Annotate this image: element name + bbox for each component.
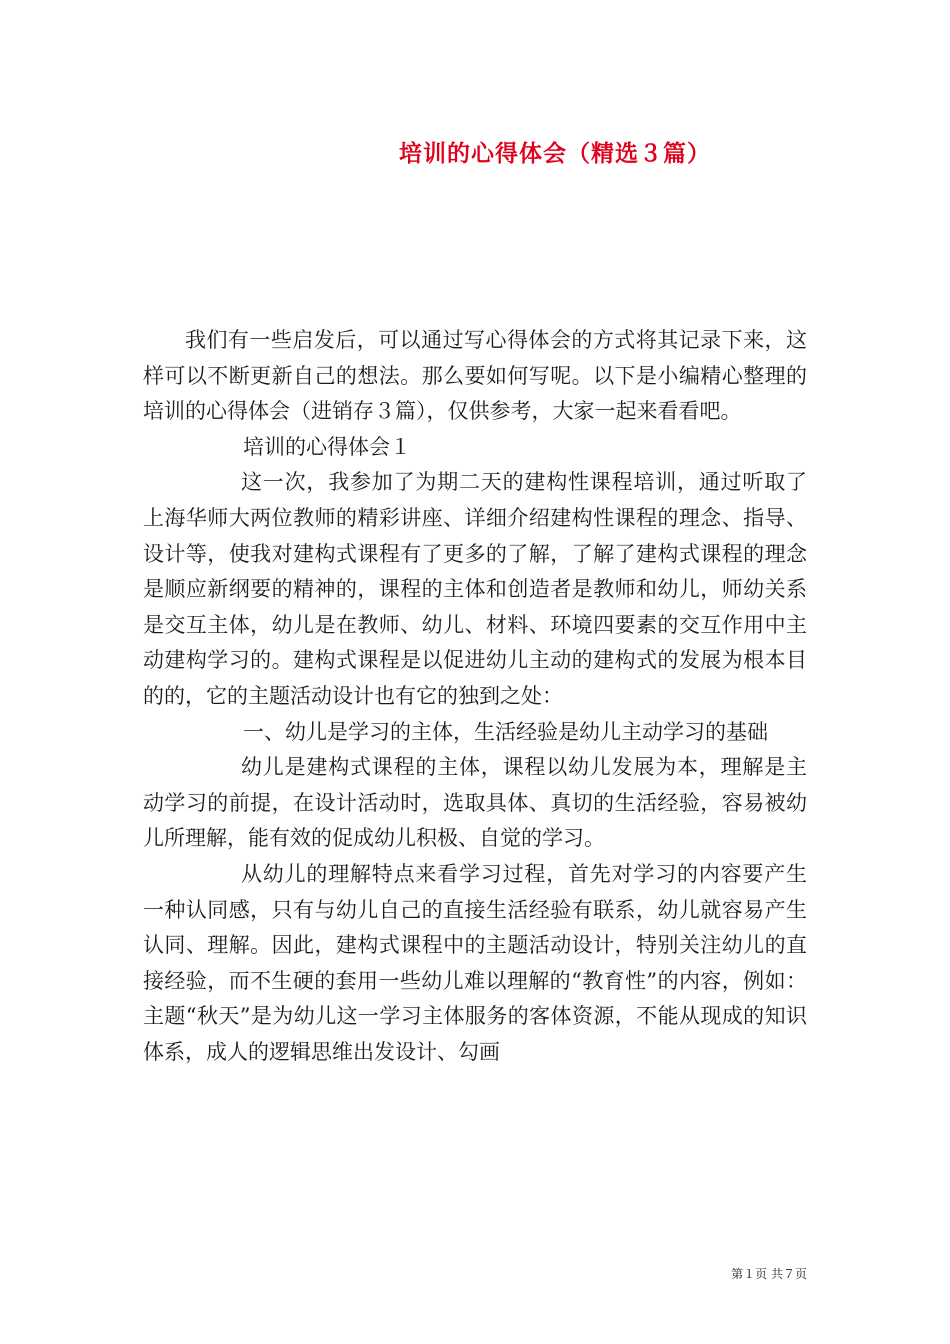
intro-paragraph: 我们有一些启发后，可以通过写心得体会的方式将其记录下来，这样可以不断更新自己的想法。那么要如何写呢。以下是小编精心整理的培训的心得体会（进销存３篇），仅供参考，大家一起来看看吧。 [143,328,807,424]
page-number-footer: 第１页 共７页 [731,1267,807,1281]
document-body [143,323,807,1070]
subsection-heading: 一、幼儿是学习的主体，生活经验是幼儿主动学习的基础 [243,719,768,744]
section-heading: 培训的心得体会１ [243,434,411,459]
document-title: 培训的心得体会（精选３篇） [399,140,711,167]
body-paragraph: 从幼儿的理解特点来看学习过程，首先对学习的内容要产生一种认同感，只有与幼儿自己的直接生活经验有联系，幼儿就容易产生认同、理解。因此，建构式课程中的主题活动设计，特别关注幼儿的直接经验，而不生硬的套用一些幼儿难以理解的“教育性”的内容，例如：主题“秋天”是为幼儿这一学习主体服务的客体资源，不能从现成的知识体系，成人的逻辑思维出发设计、勾画 [143,861,807,1064]
body-paragraph: 这一次，我参加了为期二天的建构性课程培训，通过听取了上海华师大两位教师的精彩讲座、详细介绍建构性课程的理念、指导、设计等，使我对建构式课程有了更多的了解，了解了建构式课程的理念是顺应新纲要的精神的，课程的主体和创造者是教师和幼儿，师幼关系是交互主体，幼儿是在教师、幼儿、材料、环境四要素的交互作用中主动建构学习的。建构式课程是以促进幼儿主动的建构式的发展为根本目的的，它的主题活动设计也有它的独到之处： [143,470,807,708]
body-paragraph: 幼儿是建构式课程的主体，课程以幼儿发展为本，理解是主动学习的前提，在设计活动时，选取具体、真切的生活经验，容易被幼儿所理解，能有效的促成幼儿积极、自觉的学习。 [143,755,807,851]
